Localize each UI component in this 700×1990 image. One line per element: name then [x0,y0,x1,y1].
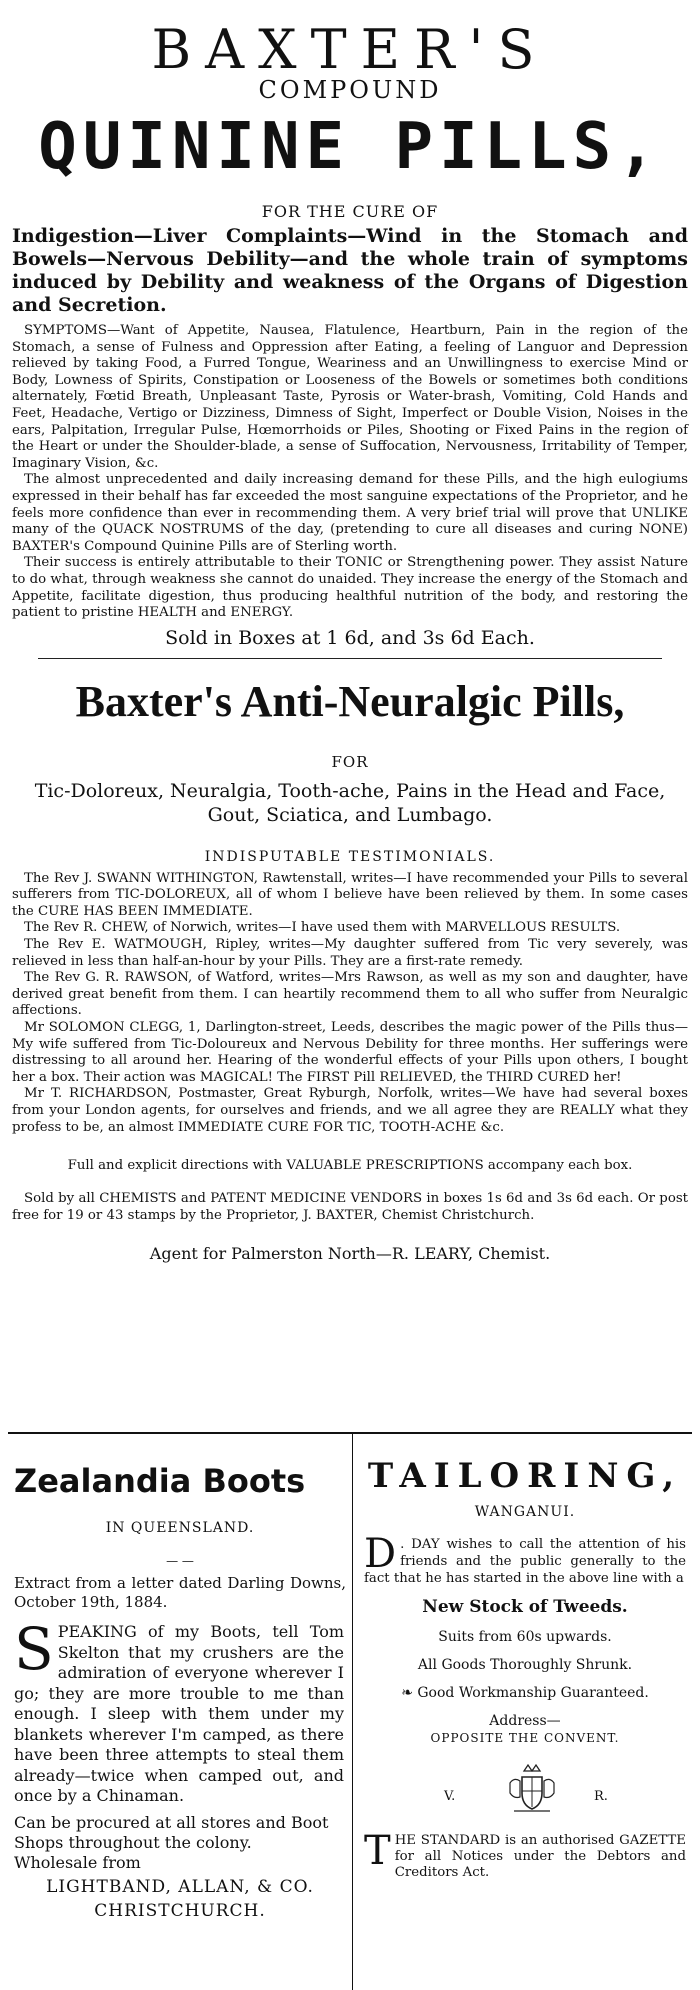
dash-divider: — — [166,1554,194,1568]
standard-notice-text: HE STANDARD is an authorised GAZETTE for all Notices under the Debtors and Creditors Act. [394,1833,686,1880]
neuralgic-for-label: FOR [331,752,369,771]
standard-notice [364,1828,686,1881]
directions-line: Full and explicit directions with VALUABLE PRESCRIPTIONS accompany each box. [67,1158,633,1174]
testimonial: Mr T. RICHARDSON, Postmaster, Great Ryburgh, Norfolk, writes—We have had several boxes from your London agents, for ourselves and friends, and we all agree they are REALLY what they profess to be, an almost IMMEDIATE CURE FOR TIC, TOOTH-ACHE &c. [12,1086,688,1135]
compound-label: COMPOUND [258,76,442,104]
anti-neuralgic-heading: Baxter's Anti-Neuralgic Pills, [75,676,625,726]
tailoring-body [364,1531,686,1587]
testimonial: The Rev J. SWANN WITHINGTON, Rawtenstall, writes—I have recommended your Pills to several sufferers from TIC-DOLOREUX, all of whom I believe have been relieved by them. In some cases the CURE HAS BEEN IMMEDIATE. [12,870,688,919]
address-value: OPPOSITE THE CONVENT. [430,1731,620,1745]
zealandia-subtitle: IN QUEENSLAND. [105,1520,255,1536]
agent-line: Agent for Palmerston North—R. LEARY, Chemist. [149,1244,551,1264]
tailoring-body-text: . DAY wishes to call the attention of his friends and the public generally to the fact that he has started in the above line with a [364,1537,686,1586]
testimonials-heading: INDISPUTABLE TESTIMONIALS. [204,848,496,865]
firm-city: CHRISTCHURCH. [94,1900,266,1921]
quinine-pills-heading: QUININE PILLS, [38,110,662,184]
testimonial: The Rev R. CHEW, of Norwich, writes—I have used them with MARVELLOUS RESULTS. [24,920,621,936]
zealandia-body-text: PEAKING of my Boots, tell Tom Skelton that my crushers are the admiration of everyone wherever I go; they are more trouble to me than enough. I sleep with them under my blankets wherever I'm camped, as there have been three attempts to steal them already—twice when camped out, and once by a Chinaman. [14,1622,344,1805]
procure-line: Can be procured at all stores and Boot Shops throughout the colony. [14,1812,329,1852]
baxter-title: BAXTER'S [151,18,549,81]
divider [38,658,662,659]
suits-line: Suits from 60s upwards. [438,1629,612,1645]
testimonial: Mr SOLOMON CLEGG, 1, Darlington-street, Leeds, describes the magic power of the Pills thus—My wife suffered from Tic-Doloureux and Nervous Debility for three months. Her sufferings were distressing to all around her. Hearing of the wonderful effects of your Pills upon others, I bought her a box. Their action was MAGICAL! The FIRST Pill RELIEVED, the THIRD CURED her! [12,1020,688,1085]
success-paragraph: Their success is entirely attributable to their TONIC or Strengthening power. They assist Nature to do what, through weakness she cannot do unaided. They increase the energy of the Stomach and Appetite, facilitate digestion, thus producing healthful nutrition of the body, and restoring the patient to pristine HEALTH and ENERGY. [12,555,688,621]
letter-extract: Extract from a letter dated Darling Downs, October 19th, 1884. [14,1574,346,1611]
address-label: Address— [489,1713,561,1729]
bottom-advertisements [8,1432,692,1990]
sold-by-paragraph: Sold by all CHEMISTS and PATENT MEDICINE VENDORS in boxes 1s 6d and 3s 6d each. Or post free for 19 or 43 stamps by the Proprietor, J. BAXTER, Chemist Christchurch. [12,1191,688,1223]
zealandia-boots-ad [8,1434,353,1990]
v-letter: V. [444,1789,456,1804]
testimonial: The Rev G. R. RAWSON, of Watford, writes—Mrs Rawson, as well as my son and daughter, have derived great benefit from them. I can heartily recommend them to all who suffer from Neuralgic affections. [12,970,688,1019]
tailoring-title: TAILORING, [367,1456,683,1496]
for-cure-label: FOR THE CURE OF [261,202,439,221]
tweeds-line: New Stock of Tweeds. [422,1597,628,1617]
drop-cap: T [364,1828,391,1874]
tailoring-location: WANGANUI. [474,1504,576,1520]
demand-paragraph: The almost unprecedented and daily increasing demand for these Pills, and the high eulogiums expressed in their behalf has far exceeded the most sanguine expectations of the Proprietor, and he feels more confidence than ever in recommending them. A very brief trial will prove that UNLIKE many of the QUACK NOSTRUMS of the day, (pretending to cure all diseases and curing NONE) BAXTER's Compound Quinine Pills are of Sterling worth. [12,472,688,554]
r-letter: R. [594,1789,608,1804]
quinine-indications: Indigestion—Liver Complaints—Wind in the Stomach and Bowels—Nervous Debility—and the whole train of symptoms induced by Debility and weakness of the Organs of Digestion and Secretion. [12,225,688,316]
drop-cap: D [364,1531,397,1577]
royal-crest-icon [506,1763,558,1815]
symptoms-paragraph: SYMPTOMS—Want of Appetite, Nausea, Flatulence, Heartburn, Pain in the region of the Stomach, a sense of Fulness and Oppression after Eating, a feeling of Languor and Depression relieved by taking Food, a Furred Tongue, Weariness and an Unwillingness to exercise Mind or Body, Lowness of Spirits, Constipation or Looseness of the Bowels or sometimes both conditions alternately, Fœtid Breath, Unpleasant Taste, Pyrosis or Water-brash, Vomiting, Cold Hands and Feet, Headache, Vertigo or Dizziness, Dimness of Sight, Imperfect or Double Vision, Noises in the ears, Palpitation, Irregular Pulse, Hœmorrhoids or Piles, Shooting or Fixed Pains in the region of the Heart or under the Shoulder-blade, a sense of Suffocation, Nervousness, Irritability of Temper, Imaginary Vision, &c. [12,323,688,471]
zealandia-title: Zealandia Boots [14,1462,306,1500]
quinine-price: Sold in Boxes at 1 6d, and 3s 6d Each. [165,626,535,649]
ornament-icon: ❧ [401,1685,418,1701]
neuralgic-indications: Tic-Doloreux, Neuralgia, Tooth-ache, Pains in the Head and Face, Gout, Sciatica, and Lumbago. [34,779,666,826]
drop-cap: S [14,1615,54,1683]
wholesale-label: Wholesale from [14,1852,141,1872]
royal-crest-row [358,1763,692,1823]
shrunk-line: All Goods Thoroughly Shrunk. [417,1657,633,1673]
workmanship-text: Good Workmanship Guaranteed. [417,1685,649,1701]
zealandia-body [14,1615,344,1807]
workmanship-line [358,1685,692,1701]
firm-name: LIGHTBAND, ALLAN, & CO. [46,1876,314,1897]
testimonial: The Rev E. WATMOUGH, Ripley, writes—My daughter suffered from Tic very severely, was relieved in less than half-an-hour by your Pills. They are a first-rate remedy. [12,937,688,969]
tailoring-ad [358,1434,692,1990]
